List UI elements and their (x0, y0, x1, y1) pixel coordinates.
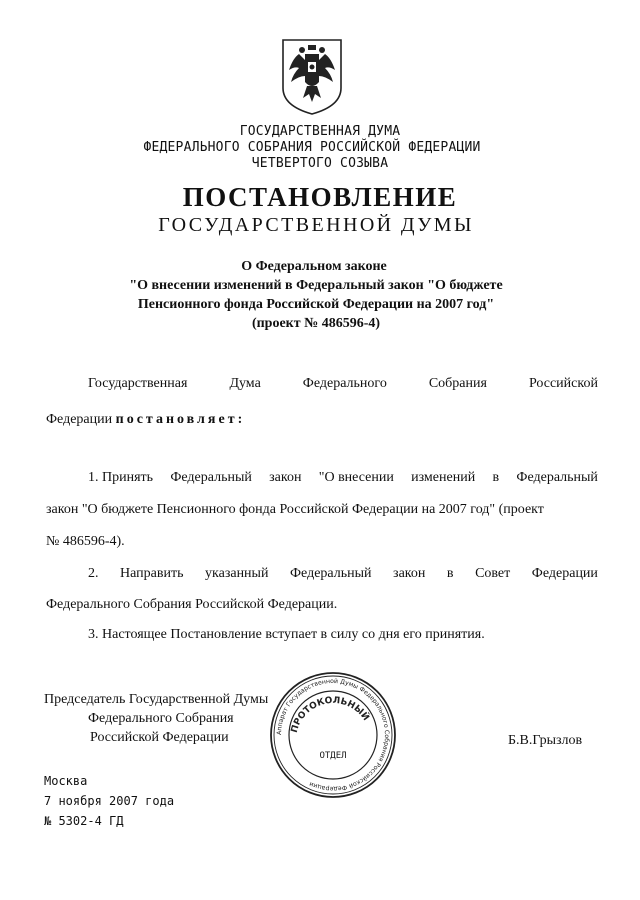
law-title-line-4: (проект № 486596-4) (251, 316, 381, 331)
law-title-line-3: Пенсионного фонда Российской Федерации на 2007 год" (137, 297, 495, 312)
item-2-word: Федерации (531, 566, 598, 581)
item-2-word: Направить (120, 566, 184, 581)
item-1-word: изменений (411, 470, 476, 485)
item-3: 3. Настоящее Постановление вступает в силу со дня его принятия. (88, 627, 485, 642)
stamp-center-text: ОТДЕЛ (319, 751, 347, 761)
item-2-word: Совет (475, 566, 511, 581)
preamble-decision-word: постановляет: (115, 412, 246, 427)
header-line-1: ГОСУДАРСТВЕННАЯ ДУМА (239, 124, 401, 139)
preamble-word: Собрания (428, 376, 487, 391)
preamble-word: Государственная (88, 376, 188, 391)
footer-city: Москва (44, 774, 88, 788)
item-1-word: Федеральный (170, 470, 252, 485)
stamp-ring-text: Аппарат Государственной Думы Федерального Собрания Российской Федерации (275, 677, 391, 793)
preamble-word: Дума (229, 376, 261, 391)
header-line-3: ЧЕТВЕРТОГО СОЗЫВА (251, 156, 389, 171)
item-2-line-1 (88, 566, 598, 582)
item-1-word: 1. Принять (88, 470, 154, 485)
signature-position-line-3: Российской Федерации (90, 730, 229, 745)
item-1-line-3: № 486596-4). (46, 534, 125, 549)
document-title: ПОСТАНОВЛЕНИЕ (182, 182, 458, 212)
signatory-name: Б.В.Грызлов (508, 733, 583, 748)
item-2-word: 2. (88, 566, 99, 581)
item-2-word: в (446, 566, 454, 581)
header-line-2: ФЕДЕРАЛЬНОГО СОБРАНИЯ РОССИЙСКОЙ ФЕДЕРАЦИИ (143, 140, 481, 155)
item-2-word: указанный (205, 566, 269, 581)
document-subtitle: ГОСУДАРСТВЕННОЙ ДУМЫ (158, 214, 474, 236)
item-2-word: закон (393, 566, 426, 581)
signature-position-line-1: Председатель Государственной Думы (44, 692, 269, 707)
item-2-word: Федеральный (289, 566, 372, 581)
stamp-arc-text: ПРОТОКОЛЬНЫЙ (289, 695, 371, 734)
item-2-line-2: Федерального Собрания Российской Федерации. (46, 597, 338, 612)
item-1-word: в (492, 470, 500, 485)
preamble-line-1 (88, 376, 598, 392)
preamble-word: Российской (528, 376, 598, 391)
item-1-word: "О внесении (318, 470, 394, 485)
law-title-line-2: "О внесении изменений в Федеральный закон "О бюджете (129, 278, 503, 293)
preamble-line-2 (46, 412, 245, 428)
footer-number: № 5302-4 ГД (44, 814, 124, 828)
item-1-line-1 (88, 470, 598, 486)
footer-date: 7 ноября 2007 года (44, 794, 175, 808)
item-1-line-2: закон "О бюджете Пенсионного фонда Российской Федерации на 2007 год" (проект (46, 502, 544, 517)
item-1-word: закон (269, 470, 302, 485)
preamble-prefix: Федерации (46, 412, 113, 427)
official-stamp (268, 670, 398, 800)
preamble-word: Федерального (302, 376, 387, 391)
item-1-word: Федеральный (516, 470, 598, 485)
law-title-line-1: О Федеральном законе (241, 259, 387, 274)
signature-position-line-2: Федерального Собрания (88, 711, 234, 726)
coat-of-arms-emblem (279, 36, 345, 116)
